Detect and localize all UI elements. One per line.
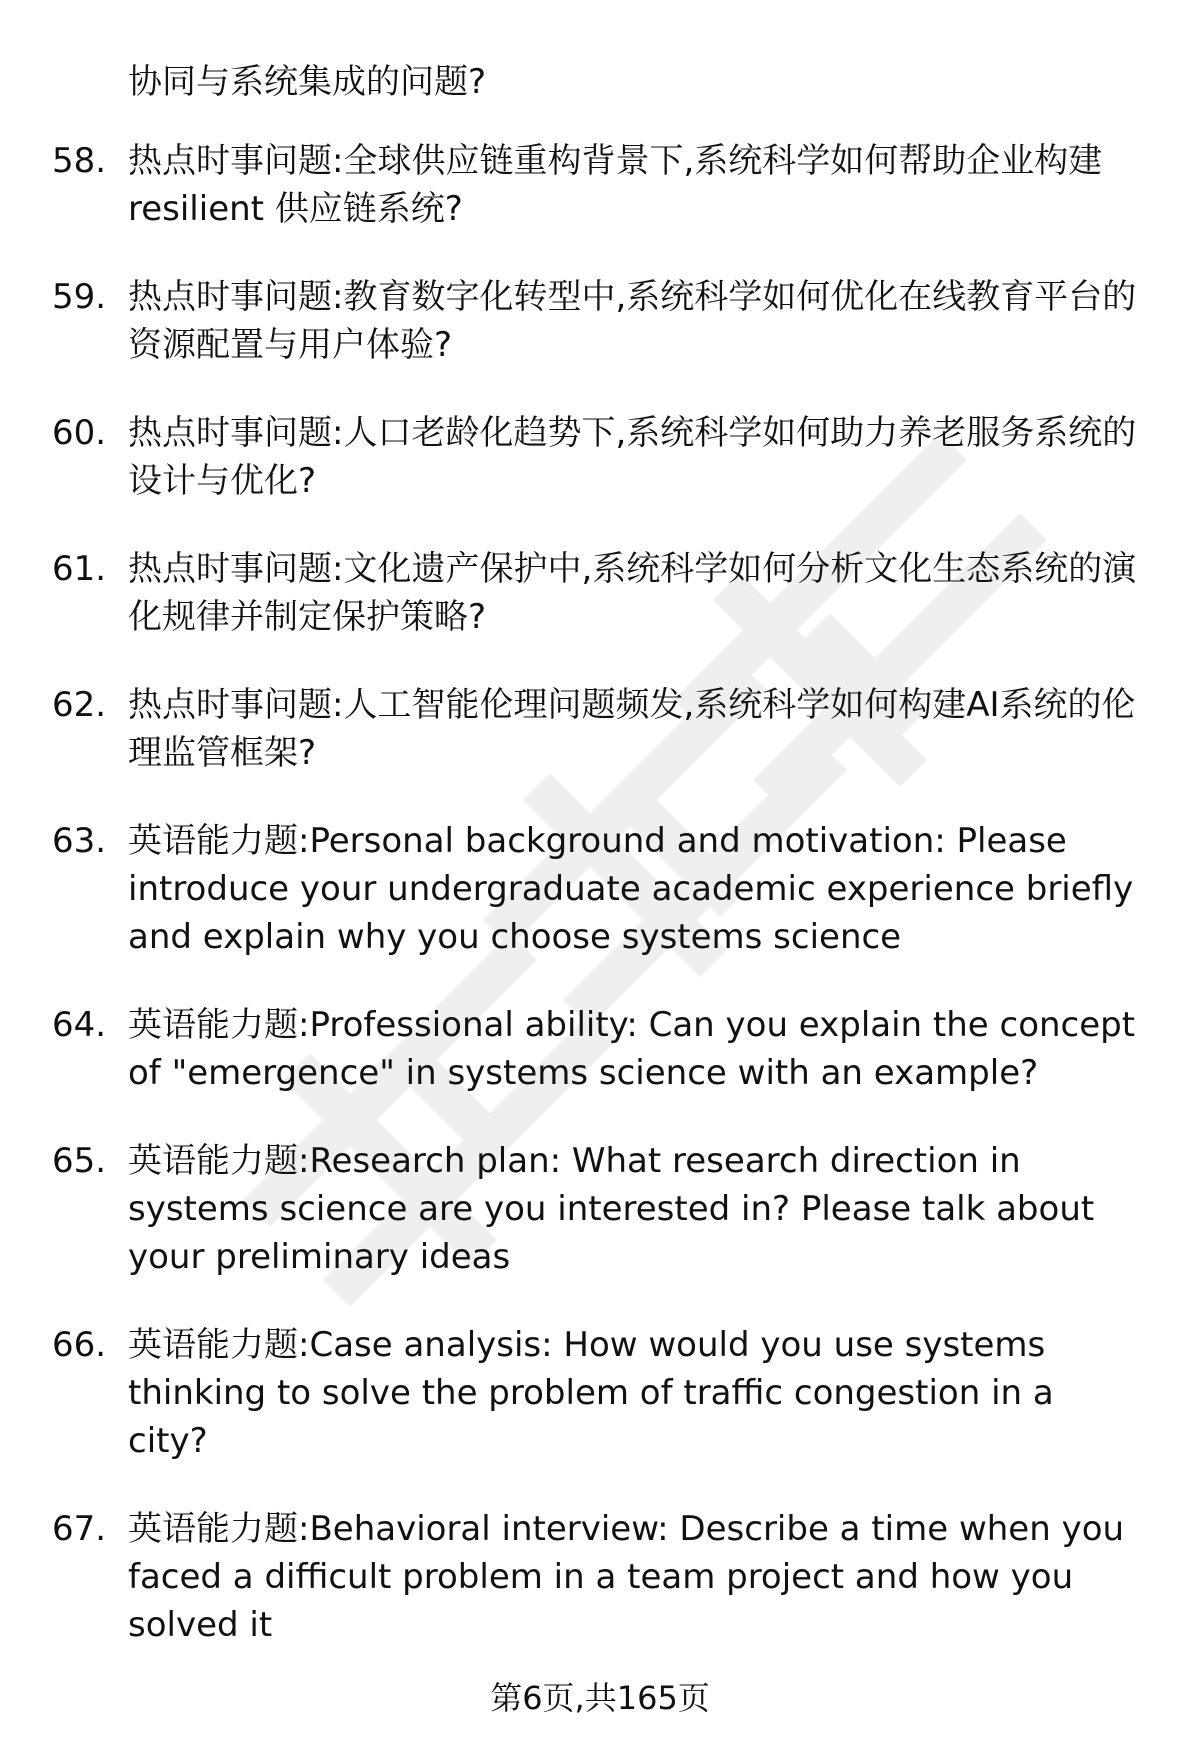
question-item-58 — [0, 137, 1200, 233]
question-text: 英语能力题:Case analysis: How would you use systems thinking to solve the problem of traffic congestion in a city? — [128, 1325, 1054, 1461]
question-text: 热点时事问题:人工智能伦理问题频发,系统科学如何构建AI系统的伦理监管框架? — [128, 685, 1136, 773]
question-item-60 — [0, 409, 1200, 505]
question-number: 61. — [52, 549, 107, 589]
question-text: 热点时事问题:文化遗产保护中,系统科学如何分析文化生态系统的演化规律并制定保护策略? — [128, 549, 1137, 637]
question-number: 59. — [52, 277, 107, 317]
question-number: 63. — [52, 821, 107, 861]
question-item-64 — [0, 1001, 1200, 1097]
continuation-line: 协同与系统集成的问题? — [128, 62, 487, 102]
question-number: 58. — [52, 141, 107, 181]
question-number: 67. — [52, 1509, 107, 1549]
question-text: 热点时事问题:教育数字化转型中,系统科学如何优化在线教育平台的资源配置与用户体验? — [128, 277, 1137, 365]
question-list — [0, 137, 1200, 1689]
question-number: 60. — [52, 413, 107, 453]
question-number: 64. — [52, 1005, 107, 1045]
question-item-63 — [0, 817, 1200, 961]
question-item-67 — [0, 1505, 1200, 1649]
question-text: 热点时事问题:全球供应链重构背景下,系统科学如何帮助企业构建 resilient 供应链系统? — [128, 141, 1103, 229]
question-text: 英语能力题:Behavioral interview: Describe a time when you faced a difficult problem in a team project and how you solved it — [128, 1509, 1125, 1645]
page-footer: 第6页,共165页 — [490, 1679, 710, 1717]
question-number: 66. — [52, 1325, 107, 1365]
question-item-65 — [0, 1137, 1200, 1281]
question-item-61 — [0, 545, 1200, 641]
question-text: 英语能力题:Research plan: What research direction in systems science are you interested in? Please talk about your preliminary ideas — [128, 1141, 1095, 1277]
question-number: 62. — [52, 685, 107, 725]
question-item-59 — [0, 273, 1200, 369]
question-text: 热点时事问题:人口老龄化趋势下,系统科学如何助力养老服务系统的设计与优化? — [128, 413, 1137, 501]
question-text: 英语能力题:Personal background and motivation: Please introduce your undergraduate academic experience briefly and explain why you choose systems science — [128, 821, 1134, 957]
question-item-62 — [0, 681, 1200, 777]
question-text: 英语能力题:Professional ability: Can you explain the concept of "emergence" in systems science with an example? — [128, 1005, 1136, 1093]
question-item-66 — [0, 1321, 1200, 1465]
question-number: 65. — [52, 1141, 107, 1181]
